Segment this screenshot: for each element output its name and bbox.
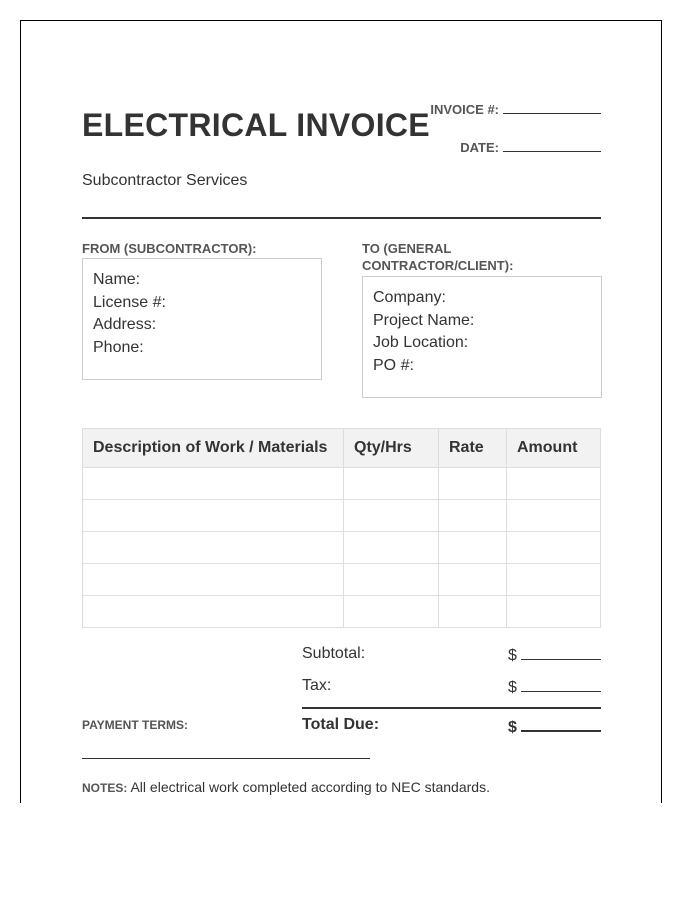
table-cell[interactable] <box>439 564 507 596</box>
table-cell[interactable] <box>83 532 344 564</box>
column-header-amount: Amount <box>507 429 601 468</box>
date-field[interactable] <box>503 139 601 152</box>
notes-text: All electrical work completed according to NEC standards. <box>130 779 490 795</box>
from-box <box>82 258 322 380</box>
header-divider <box>82 217 601 219</box>
from-heading: FROM (SUBCONTRACTOR): <box>82 241 257 256</box>
table-cell[interactable] <box>439 500 507 532</box>
payment-terms-label: PAYMENT TERMS: <box>82 718 189 732</box>
table-cell[interactable] <box>83 564 344 596</box>
table-cell[interactable] <box>83 596 344 628</box>
invoice-subtitle: Subcontractor Services <box>82 172 248 189</box>
currency-symbol: $ <box>508 679 517 696</box>
table-cell[interactable] <box>83 500 344 532</box>
column-header-description: Description of Work / Materials <box>83 429 344 468</box>
to-job-location-label: Job Location: <box>373 334 469 351</box>
payment-terms-field[interactable] <box>82 758 370 759</box>
total-divider <box>302 707 601 709</box>
currency-symbol: $ <box>508 647 517 664</box>
from-name-label: Name: <box>93 271 141 288</box>
table-cell[interactable] <box>507 500 601 532</box>
invoice-page <box>20 20 662 803</box>
to-heading-line1: TO (GENERAL <box>362 241 452 256</box>
total-due-label: Total Due: <box>302 716 380 733</box>
table-cell[interactable] <box>344 468 439 500</box>
table-row <box>83 500 601 532</box>
table-cell[interactable] <box>507 532 601 564</box>
invoice-number-row <box>430 101 601 117</box>
table-row <box>83 596 601 628</box>
table-cell[interactable] <box>439 532 507 564</box>
tax-field[interactable] <box>521 677 601 692</box>
notes-label: NOTES: <box>82 781 128 795</box>
from-address-label: Address: <box>93 316 157 333</box>
from-phone-label: Phone: <box>93 338 144 356</box>
line-items-table <box>82 428 601 628</box>
to-po-label: PO #: <box>373 356 414 374</box>
currency-symbol: $ <box>508 719 517 736</box>
table-row <box>83 564 601 596</box>
to-project-name-label: Project Name: <box>373 311 475 329</box>
table-cell[interactable] <box>344 596 439 628</box>
table-cell[interactable] <box>83 468 344 500</box>
column-header-rate: Rate <box>439 429 507 468</box>
from-license-label: License #: <box>93 293 166 311</box>
to-box <box>362 276 602 398</box>
date-row <box>460 139 601 155</box>
subtotal-value <box>508 645 601 665</box>
tax-value <box>508 677 601 697</box>
date-label: DATE: <box>460 140 499 155</box>
column-header-qty: Qty/Hrs <box>344 429 439 468</box>
subtotal-label: Subtotal: <box>302 645 366 662</box>
to-heading <box>362 240 513 274</box>
to-company-label: Company: <box>373 289 446 306</box>
total-due-field[interactable] <box>521 716 601 732</box>
invoice-title: ELECTRICAL INVOICE <box>82 107 430 143</box>
table-row <box>83 532 601 564</box>
table-cell[interactable] <box>344 500 439 532</box>
table-cell[interactable] <box>344 532 439 564</box>
to-heading-line2: CONTRACTOR/CLIENT): <box>362 258 514 273</box>
total-due-value <box>508 716 601 737</box>
table-cell[interactable] <box>344 564 439 596</box>
subtotal-field[interactable] <box>521 645 601 660</box>
invoice-number-label: INVOICE #: <box>430 102 499 117</box>
table-header-row <box>83 429 601 468</box>
table-cell[interactable] <box>507 468 601 500</box>
notes <box>82 779 490 795</box>
table-cell[interactable] <box>439 468 507 500</box>
table-cell[interactable] <box>507 596 601 628</box>
invoice-number-field[interactable] <box>503 101 601 114</box>
table-row <box>83 468 601 500</box>
table-cell[interactable] <box>439 596 507 628</box>
tax-label: Tax: <box>302 677 332 694</box>
table-cell[interactable] <box>507 564 601 596</box>
